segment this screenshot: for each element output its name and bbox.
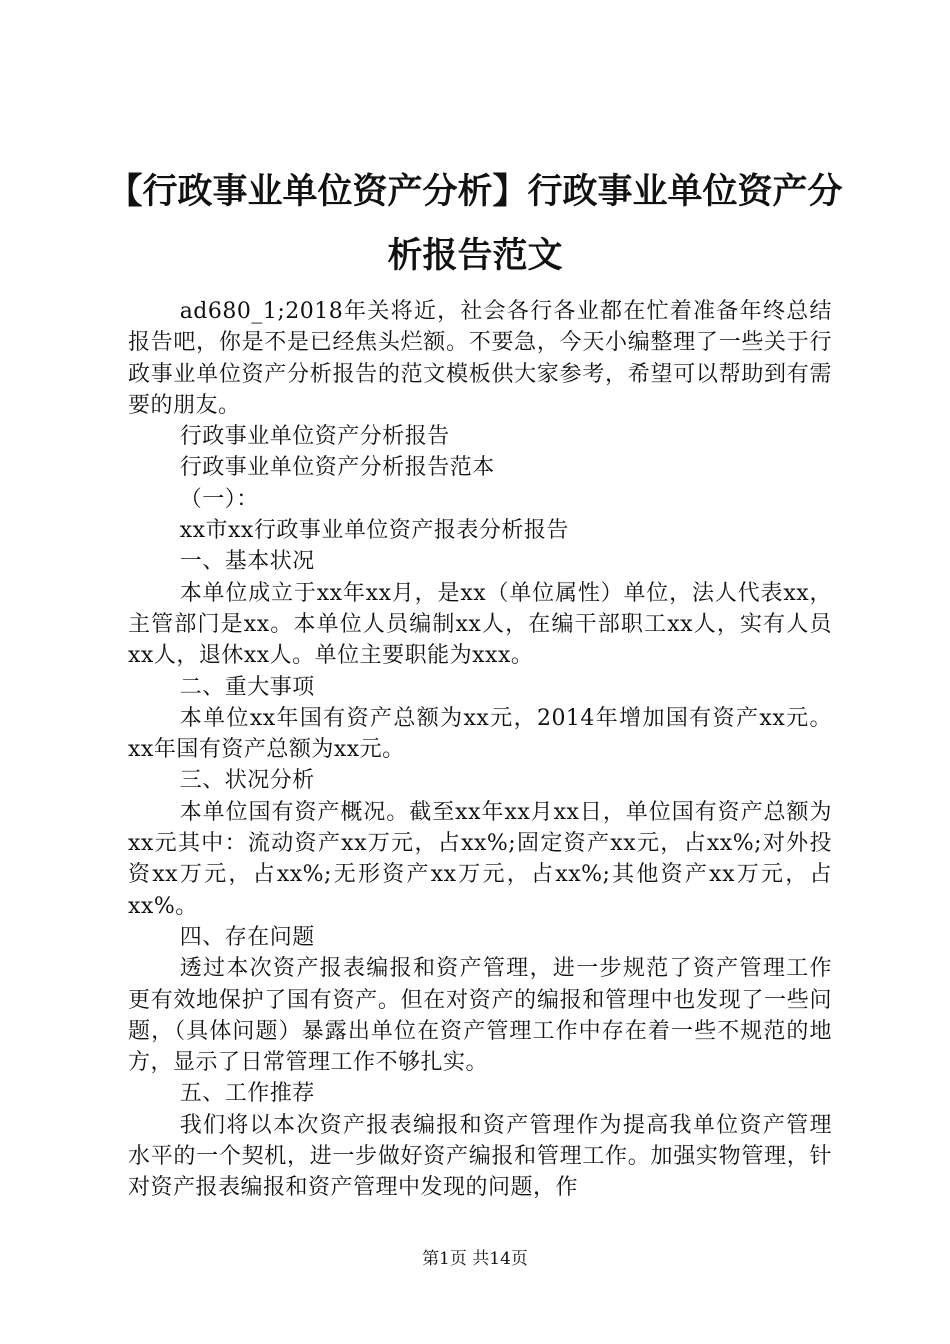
paragraph-heading-report: 行政事业单位资产分析报告 <box>179 424 450 450</box>
paragraph-section-one: （一）： <box>179 486 259 512</box>
paragraph-recommend: 我们将以本次资产报表编报和资产管理作为提高我单位资产管理水平的一个契机，进一步做好资产编报和管理工作。加强实物管理，针对资产报表编报和资产管理中发现的问题，作 <box>128 1112 832 1201</box>
section-heading-problems: 四、存在问题 <box>179 924 315 950</box>
paragraph-problems: 透过本次资产报表编报和资产管理，进一步规范了资产管理工作更有效地保护了国有资产。但在对资产的编报和管理中也发现了一些问题，（具体问题）暴露出单位在资产管理工作中存在着一些不规范的地方，显示了日常管理工作不够扎实。 <box>128 956 832 1076</box>
page-number-footer: 第1页 共14页 <box>422 1249 528 1269</box>
document-body <box>128 296 832 1204</box>
document-title: 【行政事业单位资产分析】行政事业单位资产分析报告范文 <box>107 171 843 276</box>
section-heading-analysis: 三、状况分析 <box>179 768 315 794</box>
paragraph-major: 本单位xx年国有资产总额为xx元，2014年增加国有资产xx元。xx年国有资产总额为xx元。 <box>128 705 832 763</box>
section-heading-major: 二、重大事项 <box>179 674 315 700</box>
paragraph-heading-sample: 行政事业单位资产分析报告范本 <box>179 455 495 481</box>
paragraph-report-name: xx市xx行政事业单位资产报表分析报告 <box>179 518 569 544</box>
paragraph-basic: 本单位成立于xx年xx月，是xx（单位属性）单位，法人代表xx，主管部门是xx。本单位人员编制xx人，在编干部职工xx人，实有人员xx人，退休xx人。单位主要职能为xxx。 <box>128 580 832 669</box>
paragraph-analysis: 本单位国有资产概况。截至xx年xx月xx日，单位国有资产总额为xx元其中：流动资产xx万元，占xx%;固定资产xx元，占xx%;对外投资xx万元，占xx%;无形资产xx万元，占xx%;其他资产xx万元，占xx%。 <box>128 799 832 919</box>
section-heading-recommend: 五、工作推荐 <box>179 1081 315 1107</box>
paragraph-intro: ad680_1;2018年关将近，社会各行各业都在忙着准备年终总结报告吧，你是不是已经焦头烂额。不要急，今天小编整理了一些关于行政事业单位资产分析报告的范文模板供大家参考，希望可以帮助到有需要的朋友。 <box>128 299 832 418</box>
section-heading-basic: 一、基本状况 <box>179 549 315 575</box>
